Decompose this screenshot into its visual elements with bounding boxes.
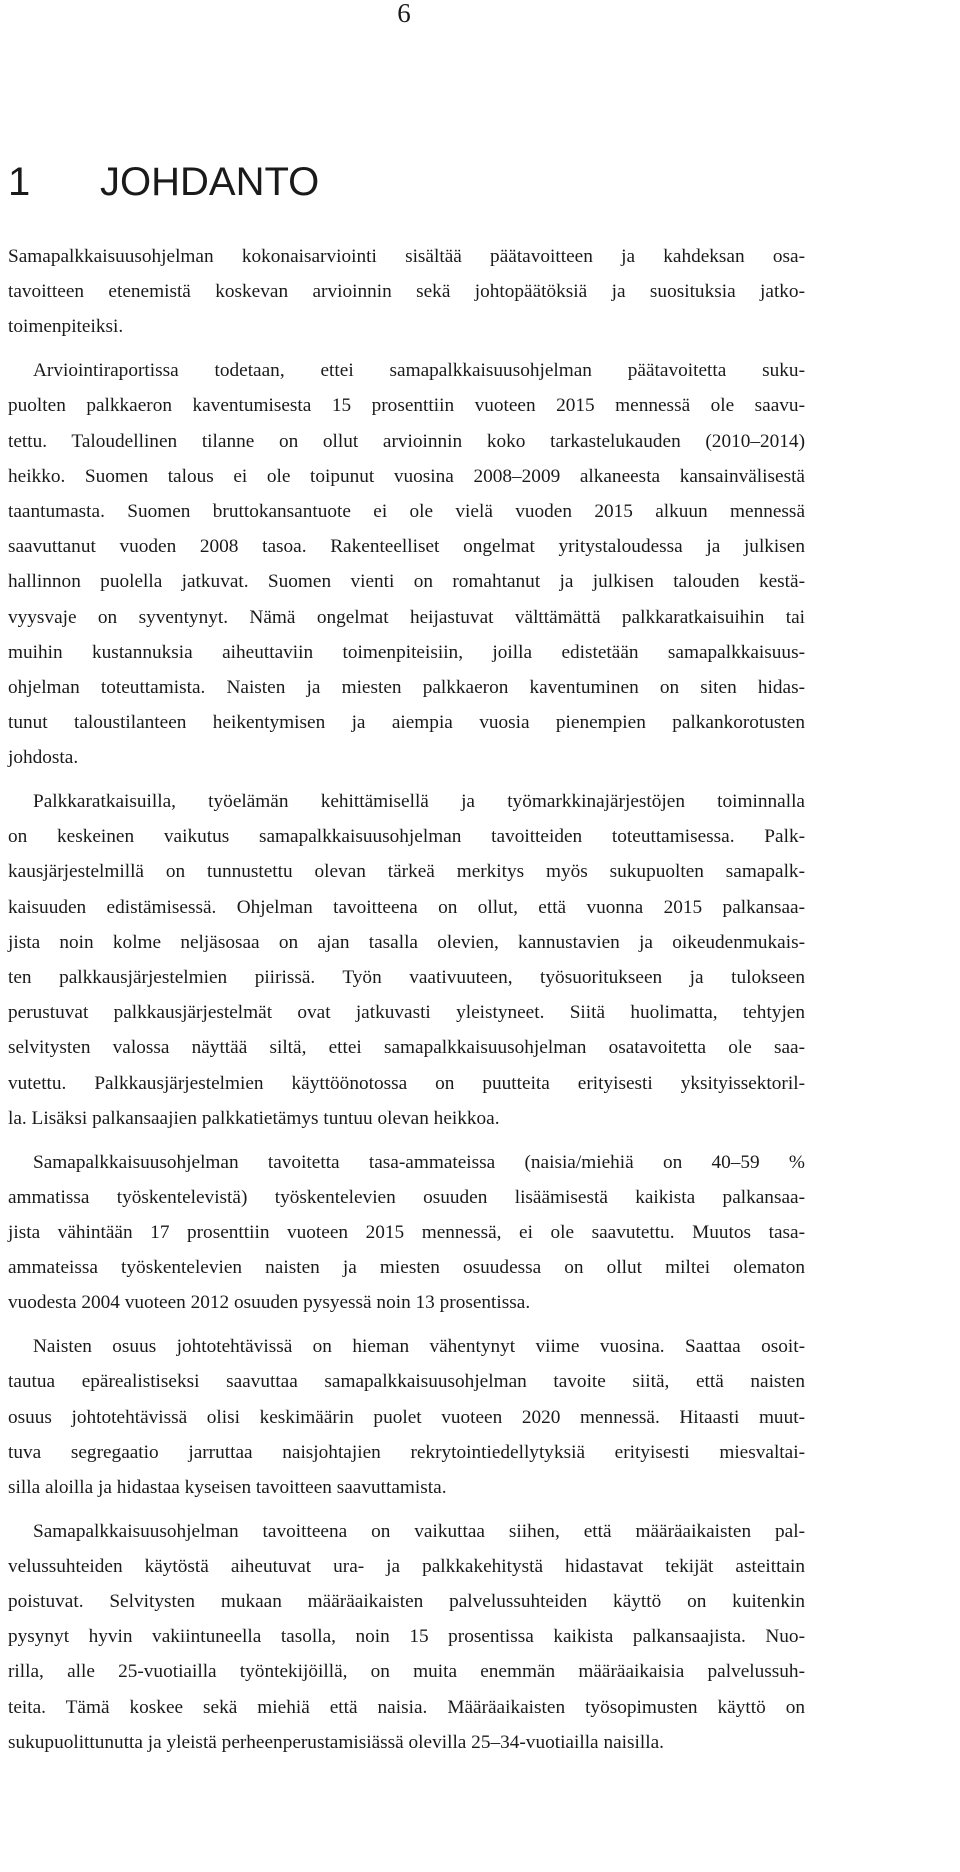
text-line: sukupuolittunutta ja yleistä perheenperustamisiässä olevilla 25–34-vuotiailla naisilla. [8,1731,664,1753]
paragraph [8,1329,805,1505]
text-line: toimenpiteiksi. [8,316,124,338]
text-line: ammateissa työskentelevien naisten ja miesten osuudessa on ollut miltei olematon [8,1257,805,1279]
section-number: 1 [8,160,31,204]
text-line: tavoitteen etenemistä koskevan arvioinnin sekä johtopäätöksiä ja suosituksia jatko- [8,281,805,303]
text-line: tunut taloustilanteen heikentymisen ja aiempia vuosia pienempien palkankorotusten [8,712,805,734]
text-line: kaisuuden edistämisessä. Ohjelman tavoitteena on ollut, että vuonna 2015 palkansaa- [8,896,805,918]
text-line: vutettu. Palkkausjärjestelmien käyttöönotossa on puutteita erityisesti yksityissektoril- [8,1072,805,1094]
text-line: saavuttanut vuoden 2008 tasoa. Rakenteelliset ongelmat yritystaloudessa ja julkisen [8,536,805,558]
text-line: vyysvaje on syventynyt. Nämä ongelmat heijastuvat välttämättä palkkaratkaisuihin tai [8,606,805,628]
text-line: puolten palkkaeron kaventumisesta 15 prosenttiin vuoteen 2015 mennessä ole saavu- [8,395,805,417]
paragraph [8,353,805,775]
text-line: on keskeinen vaikutus samapalkkaisuusohjelman tavoitteiden toteuttamisessa. Palk- [8,826,805,848]
text-line: Samapalkkaisuusohjelman tavoitetta tasa-ammateissa (naisia/miehiä on 40–59 % [33,1151,805,1173]
text-line: Samapalkkaisuusohjelman tavoitteena on vaikuttaa siihen, että määräaikaisten pal- [33,1520,805,1542]
section-heading [8,157,319,207]
text-line: ammatissa työskentelevistä) työskentelevien osuuden lisäämisestä kaikista palkansaa- [8,1186,805,1208]
text-line: jista noin kolme neljäsosaa on ajan tasalla olevien, kannustavien ja oikeudenmukais- [8,931,805,953]
text-line: vuodesta 2004 vuoteen 2012 osuuden pysyessä noin 13 prosentissa. [8,1292,531,1314]
paragraph [8,239,805,345]
text-line: silla aloilla ja hidastaa kyseisen tavoitteen saavuttamista. [8,1476,447,1498]
text-line: la. Lisäksi palkansaajien palkkatietämys tuntuu olevan heikkoa. [8,1107,500,1129]
text-line: heikko. Suomen talous ei ole toipunut vuosina 2008–2009 alkaneesta kansainvälisestä [8,465,805,487]
paragraph [8,784,805,1136]
paragraph [8,1145,805,1321]
text-line: tautua epärealistiseksi saavuttaa samapalkkaisuusohjelman tavoite siitä, että naisten [8,1371,805,1393]
text-line: rilla, alle 25-vuotiailla työntekijöillä, on muita enemmän määräaikaisia palvelussuh- [8,1661,805,1683]
text-line: ohjelman toteuttamista. Naisten ja miesten palkkaeron kaventuminen on siten hidas- [8,676,805,698]
text-line: osuus johtotehtävissä olisi keskimäärin puolet vuoteen 2020 mennessä. Hitaasti muut- [8,1406,805,1428]
paragraph [8,1514,805,1760]
text-line: ten palkkausjärjestelmien piirissä. Työn vaativuuteen, työsuoritukseen ja tulokseen [8,967,805,989]
text-line: taantumasta. Suomen bruttokansantuote ei ole vielä vuoden 2015 alkuun mennessä [8,500,805,522]
text-line: hallinnon puolella jatkuvat. Suomen vienti on romahtanut ja julkisen talouden kestä- [8,571,805,593]
text-line: muihin kustannuksia aiheuttaviin toimenpiteisiin, joilla edistetään samapalkkaisuus- [8,641,805,663]
text-line: johdosta. [8,747,79,769]
text-line: pysynyt hyvin vakiintuneella tasolla, noin 15 prosentissa kaikista palkansaajista. Nuo- [8,1626,805,1648]
text-line: Arviointiraportissa todetaan, ettei samapalkkaisuusohjelman päätavoitetta suku- [33,360,805,382]
text-line: Palkkaratkaisuilla, työelämän kehittämisellä ja työmarkkinajärjestöjen toiminnalla [33,791,805,813]
text-line: velussuhteiden käytöstä aiheutuvat ura- ja palkkakehitystä hidastavat tekijät asteittain [8,1555,805,1577]
text-line: kausjärjestelmillä on tunnustettu olevan tärkeä merkitys myös sukupuolten samapalk- [8,861,805,883]
text-line: Naisten osuus johtotehtävissä on hieman vähentynyt viime vuosina. Saattaa osoit- [33,1336,805,1358]
section-title: JOHDANTO [100,160,320,204]
text-line: tettu. Taloudellinen tilanne on ollut arvioinnin koko tarkastelukauden (2010–2014) [8,430,805,452]
text-line: jista vähintään 17 prosenttiin vuoteen 2015 mennessä, ei ole saavutettu. Muutos tasa- [8,1221,805,1243]
text-line: teita. Tämä koskee sekä miehiä että naisia. Määräaikaisten työsopimusten käyttö on [8,1696,805,1718]
text-line: tuva segregaatio jarruttaa naisjohtajien rekrytointiedellytyksiä erityisesti miesvaltai- [8,1441,805,1463]
body-text [8,239,805,1760]
text-line: poistuvat. Selvitysten mukaan määräaikaisten palvelussuhteiden käyttö on kuitenkin [8,1591,805,1613]
text-line: perustuvat palkkausjärjestelmät ovat jatkuvasti yleistyneet. Siitä huolimatta, tehtyjen [8,1002,805,1024]
text-line: Samapalkkaisuusohjelman kokonaisarviointi sisältää päätavoitteen ja kahdeksan osa- [8,246,805,267]
page-number: 6 [397,0,411,28]
text-line: selvitysten valossa näyttää siltä, ettei samapalkkaisuusohjelman osatavoitetta ole saa- [8,1037,805,1059]
